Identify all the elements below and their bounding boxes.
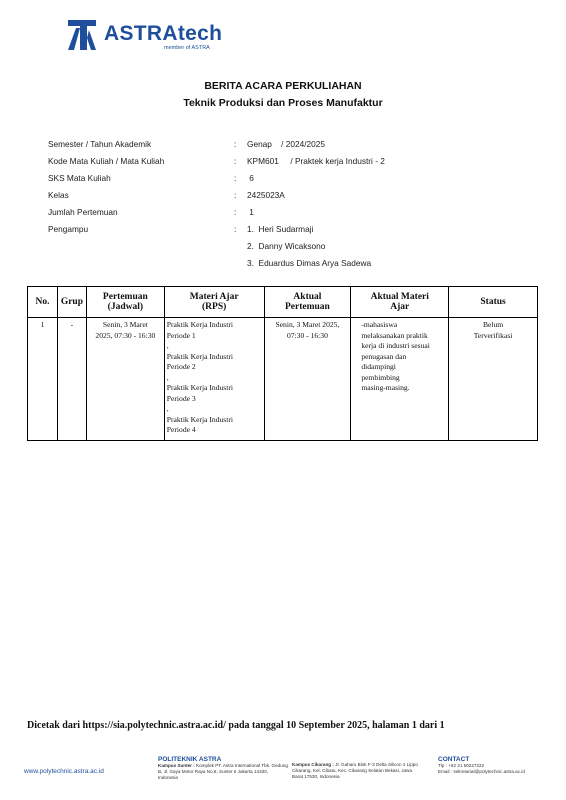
info-colon: : xyxy=(234,139,237,149)
info-colon: : xyxy=(234,173,237,183)
info-label: Jumlah Pertemuan xyxy=(48,207,118,217)
cell-aktual-materi: -mahasiswa melaksanakan praktik kerja di industri sesuai penugasan dan didampingi pembimbing masing-masing. xyxy=(351,318,449,441)
table-row xyxy=(28,318,538,441)
footer-website[interactable]: www.polytechnic.astra.ac.id xyxy=(24,768,104,775)
info-value: Genap / 2024/2025 xyxy=(247,139,325,149)
print-info: Dicetak dari https://sia.polytechnic.astra.ac.id/ pada tanggal 10 September 2025, halaman 1 dari 1 xyxy=(27,720,445,731)
info-label: Kelas xyxy=(48,190,69,200)
info-value: KPM601 / Praktek kerja Industri - 2 xyxy=(247,156,385,166)
info-colon: : xyxy=(234,190,237,200)
info-colon: : xyxy=(234,224,237,234)
footer-phone: Tlp : +62 21 50227222 xyxy=(438,763,485,768)
header-materi xyxy=(164,287,264,318)
cell-pertemuan: Senin, 3 Maret 2025, 07:30 - 16:30 xyxy=(86,318,164,441)
info-label: Pengampu xyxy=(48,224,89,234)
cell-materi: Praktik Kerja Industri Periode 1 , Praktik Kerja Industri Periode 2 , Praktik Kerja Industri Periode 3 , Praktik Kerja Industri Periode 4 xyxy=(164,318,264,441)
header-status: Status xyxy=(449,287,538,318)
cell-grup: - xyxy=(57,318,86,441)
table-header-row xyxy=(28,287,538,318)
footer-contact xyxy=(438,756,558,775)
header-pertemuan-text: Pertemuan (Jadwal) xyxy=(102,292,148,312)
attendance-table xyxy=(27,286,538,441)
course-title: Teknik Produksi dan Proses Manufaktur xyxy=(183,97,383,109)
info-colon: : xyxy=(234,156,237,166)
info-label: SKS Mata Kuliah xyxy=(48,173,111,183)
footer-email[interactable]: Email : sekretariat@polytechnic.astra.ac.id xyxy=(438,769,525,774)
info-value: 1. Heri Sudarmaji xyxy=(247,224,314,234)
footer-contact-heading: CONTACT xyxy=(438,756,470,763)
logo-name: ASTRAtech xyxy=(104,22,223,45)
footer-campus2 xyxy=(292,762,422,780)
footer-org xyxy=(158,756,288,781)
footer-campus1-label: Kampus Sunter : xyxy=(158,763,195,768)
lecturer-name: 2. Danny Wicaksono xyxy=(247,241,326,251)
info-value: 1 xyxy=(247,207,254,217)
header-materi-text: Materi Ajar (RPS) xyxy=(189,292,239,312)
header-grup: Grup xyxy=(57,287,86,318)
info-value: 6 xyxy=(247,173,254,183)
info-value: 2425023A xyxy=(247,190,285,200)
header-aktual-materi-text: Aktual Materi Ajar xyxy=(370,292,429,312)
footer-campus1 xyxy=(158,763,288,781)
cell-no: 1 xyxy=(28,318,58,441)
header-aktual-pertemuan xyxy=(264,287,351,318)
footer-campus2-block xyxy=(292,762,422,780)
header-aktual-materi xyxy=(351,287,449,318)
footer-campus1-address: Komplek PT. Astra International Tbk. Gedung B, Jl. Gaya Motor Raya No.8, Sunter II Jakarta 14330, Indonesia xyxy=(158,763,288,780)
footer-org-name: POLITEKNIK ASTRA xyxy=(158,756,222,763)
cell-aktual-pertemuan: Senin, 3 Maret 2025, 07:30 - 16:30 xyxy=(264,318,351,441)
lecturer-name: 3. Eduardus Dimas Arya Sadewa xyxy=(247,258,372,268)
info-label: Kode Mata Kuliah / Mata Kuliah xyxy=(48,156,165,166)
header-no: No. xyxy=(28,287,58,318)
footer-campus2-label: Kampus Cikarang : xyxy=(292,762,334,767)
info-label: Semester / Tahun Akademik xyxy=(48,139,152,149)
astra-logo-icon xyxy=(66,18,98,52)
cell-status: Belum Terverifikasi xyxy=(449,318,538,441)
logo-subtitle: member of ASTRA xyxy=(164,45,210,51)
document-title: BERITA ACARA PERKULIAHAN xyxy=(204,80,362,92)
header-pertemuan xyxy=(86,287,164,318)
footer-campus2-address: Jl. Gaharu Blok F-3 Delta Silicon 2 Lippo Cikarang, Kel. Cibatu, Kec. Cikarang Selatan Bekasi, Jawa Barat 17530, Indonesia xyxy=(292,762,418,779)
info-colon: : xyxy=(234,207,237,217)
header-aktual-pertemuan-text: Aktual Pertemuan xyxy=(284,292,330,312)
